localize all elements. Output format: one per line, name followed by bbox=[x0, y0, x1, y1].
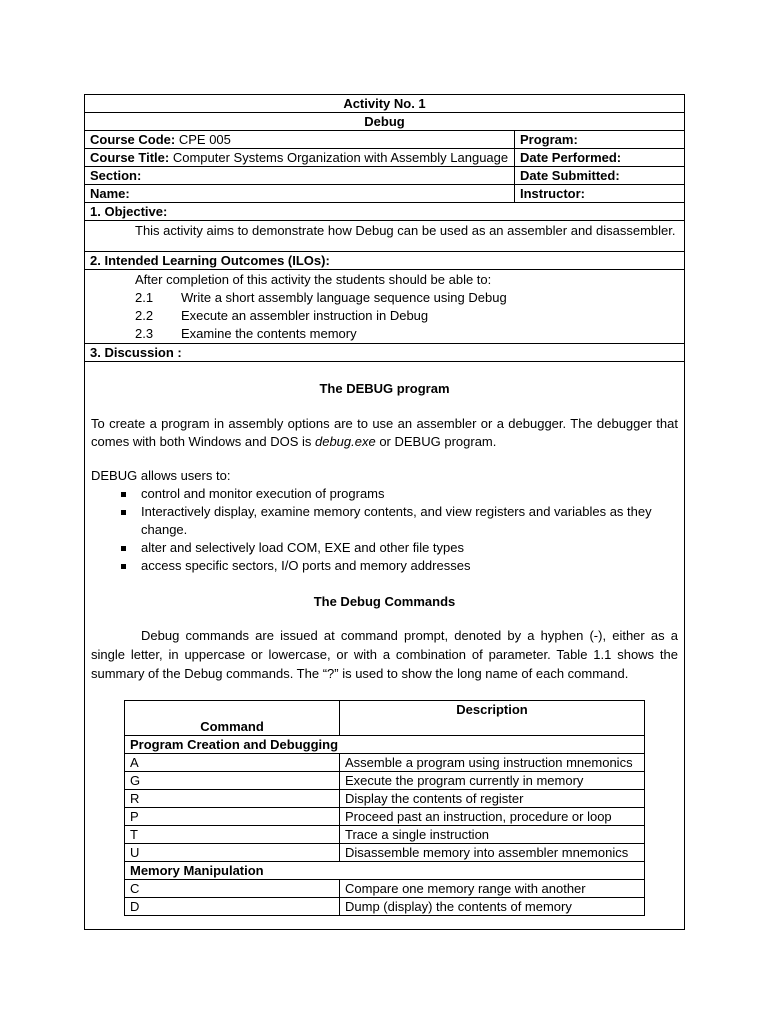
discussion-heading-row bbox=[85, 344, 684, 362]
ilo-intro: After completion of this activity the students should be able to: bbox=[135, 272, 492, 287]
ilo-body-row bbox=[85, 270, 684, 344]
table-header-row bbox=[125, 701, 645, 736]
description-cell: Dump (display) the contents of memory bbox=[340, 898, 645, 916]
course-title-row bbox=[85, 149, 684, 167]
section-row bbox=[85, 167, 684, 185]
program-label: Program: bbox=[520, 132, 578, 147]
course-title-cell bbox=[85, 149, 515, 166]
capability-item: Interactively display, examine memory contents, and view registers and variables as they change. bbox=[141, 503, 678, 539]
command-cell: U bbox=[125, 844, 340, 862]
course-code-value: CPE 005 bbox=[178, 132, 231, 147]
column-header-command: Command bbox=[125, 701, 340, 736]
command-cell: C bbox=[125, 880, 340, 898]
debug-commands-paragraph: Debug commands are issued at command prompt, denoted by a hyphen (-), either as a single letter, in uppercase or lowercase, or with a combination of parameter. Table 1.1 shows the summary of the Debug commands. The “?” is used to show the long name of each command. bbox=[91, 628, 678, 681]
description-cell: Execute the program currently in memory bbox=[340, 772, 645, 790]
activity-number-row bbox=[85, 95, 684, 113]
objective-text: This activity aims to demonstrate how Debug can be used as an assembler and disassembler. bbox=[135, 223, 676, 238]
group-memory-manipulation: Memory Manipulation bbox=[125, 862, 645, 880]
table-group-row bbox=[125, 862, 645, 880]
date-submitted-label: Date Submitted: bbox=[520, 168, 620, 183]
debug-program-heading: The DEBUG program bbox=[319, 381, 450, 396]
ilo-list bbox=[85, 270, 512, 343]
command-cell: R bbox=[125, 790, 340, 808]
course-title-label: Course Title: bbox=[90, 150, 170, 165]
column-header-description: Description bbox=[340, 701, 645, 736]
objective-text-row bbox=[85, 221, 684, 252]
section-label: Section: bbox=[85, 167, 515, 184]
course-title-value: Computer Systems Organization with Assembly Language bbox=[172, 150, 509, 165]
debug-allows-text: DEBUG allows users to: bbox=[91, 468, 231, 483]
ilo-text: Write a short assembly language sequence using Debug bbox=[181, 290, 507, 305]
table-row bbox=[125, 772, 645, 790]
capability-item: access specific sectors, I/O ports and memory addresses bbox=[141, 557, 678, 575]
table-row bbox=[125, 826, 645, 844]
para1-end: or DEBUG program. bbox=[375, 434, 497, 449]
table-row bbox=[125, 844, 645, 862]
description-cell: Display the contents of register bbox=[340, 790, 645, 808]
activity-sheet bbox=[84, 94, 685, 930]
ilo-item bbox=[135, 307, 507, 325]
group-program-creation: Program Creation and Debugging bbox=[125, 736, 645, 754]
ilo-number: 2.2 bbox=[135, 308, 154, 323]
description-cell: Trace a single instruction bbox=[340, 826, 645, 844]
table-row bbox=[125, 790, 645, 808]
ilo-heading-row bbox=[85, 252, 684, 270]
command-cell: D bbox=[125, 898, 340, 916]
capability-item: control and monitor execution of programs bbox=[141, 485, 678, 503]
discussion-body bbox=[85, 362, 684, 929]
description-cell: Disassemble memory into assembler mnemonics bbox=[340, 844, 645, 862]
debug-commands-table bbox=[124, 700, 645, 916]
command-cell: T bbox=[125, 826, 340, 844]
debug-intro-paragraph bbox=[91, 415, 678, 451]
course-code-cell bbox=[85, 131, 515, 148]
course-code-label: Course Code: bbox=[90, 132, 176, 147]
table-row bbox=[125, 754, 645, 772]
ilo-text: Examine the contents memory bbox=[181, 326, 357, 341]
activity-number: Activity No. 1 bbox=[343, 96, 426, 111]
ilo-heading: 2. Intended Learning Outcomes (ILOs): bbox=[90, 253, 330, 268]
date-performed-label: Date Performed: bbox=[520, 150, 622, 165]
ilo-number: 2.3 bbox=[135, 326, 154, 341]
name-label: Name: bbox=[85, 185, 515, 202]
table-group-row bbox=[125, 736, 645, 754]
table-row bbox=[125, 880, 645, 898]
description-cell: Assemble a program using instruction mnemonics bbox=[340, 754, 645, 772]
command-cell: P bbox=[125, 808, 340, 826]
ilo-number: 2.1 bbox=[135, 290, 154, 305]
ilo-item bbox=[135, 289, 507, 307]
debug-exe-term: debug.exe bbox=[314, 434, 376, 449]
activity-title: Debug bbox=[364, 114, 405, 129]
debug-capabilities-list bbox=[91, 485, 678, 575]
discussion-heading: 3. Discussion : bbox=[90, 345, 182, 360]
discussion-body-row bbox=[85, 362, 684, 929]
command-cell: A bbox=[125, 754, 340, 772]
command-cell: G bbox=[125, 772, 340, 790]
table-row bbox=[125, 898, 645, 916]
description-cell: Compare one memory range with another bbox=[340, 880, 645, 898]
activity-title-row bbox=[85, 113, 684, 131]
table-row bbox=[125, 808, 645, 826]
objective-heading-row bbox=[85, 203, 684, 221]
para1-start: To create a program in assembly options are to use an assembler or a debugger. The debugger that comes with both Windows and DOS is bbox=[91, 416, 678, 449]
ilo-item bbox=[135, 325, 507, 343]
capability-item: alter and selectively load COM, EXE and other file types bbox=[141, 539, 678, 557]
description-cell: Proceed past an instruction, procedure or loop bbox=[340, 808, 645, 826]
debug-commands-heading: The Debug Commands bbox=[313, 594, 456, 609]
instructor-label: Instructor: bbox=[520, 186, 585, 201]
ilo-text: Execute an assembler instruction in Debug bbox=[181, 308, 429, 323]
course-code-row bbox=[85, 131, 684, 149]
name-row bbox=[85, 185, 684, 203]
objective-heading: 1. Objective: bbox=[90, 204, 168, 219]
